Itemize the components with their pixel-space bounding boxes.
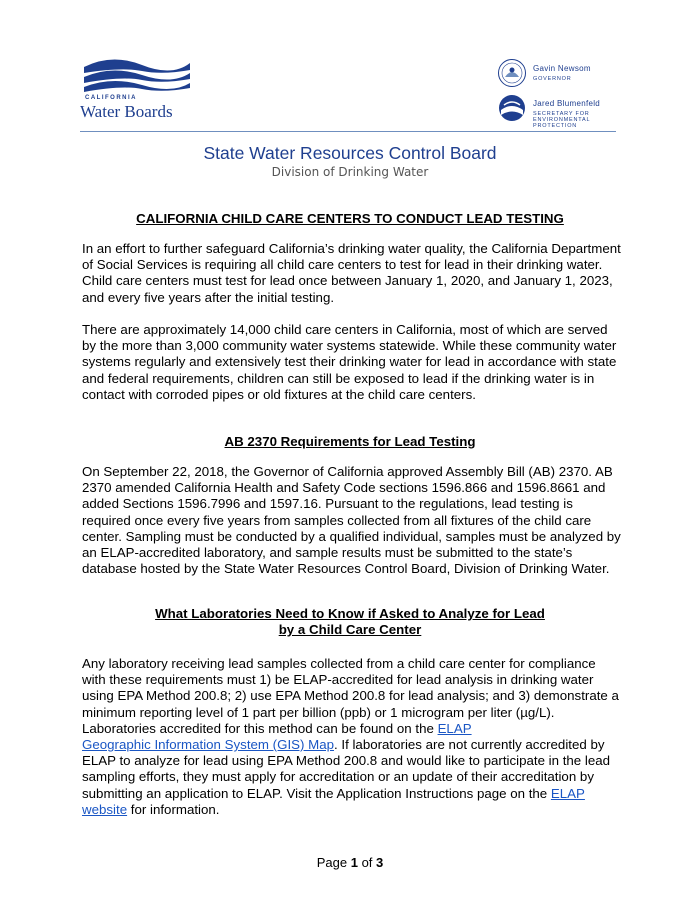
labs-heading: [82, 606, 618, 638]
main-heading: CALIFORNIA CHILD CARE CENTERS TO CONDUCT LEAD TESTING: [136, 211, 564, 226]
logo-small-text: CALIFORNIA: [85, 95, 137, 101]
elap-gis-map-link-line1: ELAP: [437, 720, 472, 736]
header-divider: [80, 131, 616, 132]
page-of: of: [357, 855, 377, 870]
page-total: 3: [376, 855, 384, 870]
board-title: State Water Resources Control Board: [203, 143, 497, 163]
labs-paragraph: [82, 656, 622, 818]
labs-paragraph-part1: Any laboratory receiving lead samples collected from a child care center for compliance with these requirements must 1) be ELAP-accredited for lead analysis in drinking water using EPA Method 200.8; 2) use EPA Method 200.8 for lead analysis; and 3) demonstrate a minimum reporting level of 1 part per billion (ppb) or 1 microgram per liter (µg/L). Laboratories accredited for this method can be found on the: [82, 656, 619, 736]
secretary-role-line1: SECRETARY FOR: [533, 111, 590, 117]
labs-paragraph-part2: . If laboratories are not currently accredited by ELAP to analyze for lead using EPA Method 200.8 and would like to participate in the lead sampling efforts, they must apply for accreditation or an update of their accreditation by submitting an application to ELAP. Visit the Application Instructions page on the: [82, 737, 611, 801]
ab2370-paragraph: On September 22, 2018, the Governor of California approved Assembly Bill (AB) 2370. AB 2370 amended California Health and Safety Code sections 1596.866 and 1596.8661 and added Sections 1596.7996 and 1597.16. Pursuant to the regulations, lead testing is required once every five years from samples collected from all fixtures of the child care center. Sampling must be conducted by a qualified individual, samples must be analyzed by an ELAP-accredited laboratory, and sample results must be submitted to the state’s database hosted by the State Water Resources Control Board, Division of Drinking Water.: [82, 464, 621, 577]
secretary-role-line2: ENVIRONMENTAL PROTECTION: [533, 117, 591, 129]
elap-website-link[interactable]: ELAP website: [82, 785, 585, 817]
secretary-block: [497, 93, 627, 129]
intro-paragraph-1: In an effort to further safeguard California’s drinking water quality, the California Department of Social Services is requiring all child care centers to test for lead in their drinking water. Child care centers must test for lead once between January 1, 2020, and January 1, 2023, and every five years after the initial testing.: [82, 241, 621, 305]
governor-block: [497, 58, 627, 94]
state-seal-icon: [497, 58, 527, 88]
secretary-name: Jared Blumenfeld: [533, 99, 601, 108]
division-subtitle: Division of Drinking Water: [271, 165, 429, 179]
page-label: Page: [316, 855, 351, 870]
page-footer: [0, 855, 700, 870]
waves-icon: [82, 57, 192, 97]
elap-gis-map-link-line2: Geographic Information System (GIS) Map: [82, 737, 334, 753]
labs-heading-line2: by a Child Care Center: [278, 622, 422, 637]
water-boards-logo: [80, 57, 195, 127]
ab2370-heading: AB 2370 Requirements for Lead Testing: [224, 434, 476, 449]
intro-paragraph-2: There are approximately 14,000 child care centers in California, most of which are served by the more than 3,000 community water systems statewide. While these community water systems regularly and extensively test their drinking water for lead in accordance with state and federal requirements, children can still be exposed to lead if the drinking water is in contact with corroded pipes or old fixtures at the child care centers.: [82, 322, 617, 402]
governor-role: GOVERNOR: [533, 76, 572, 82]
calepa-emblem-icon: [497, 93, 527, 123]
governor-name: Gavin Newsom: [533, 64, 591, 73]
logo-big-text: Water Boards: [80, 102, 173, 121]
page-current: 1: [350, 855, 358, 870]
labs-heading-line1: What Laboratories Need to Know if Asked to Analyze for Lead: [155, 606, 545, 621]
labs-paragraph-part3: for information.: [127, 801, 220, 817]
